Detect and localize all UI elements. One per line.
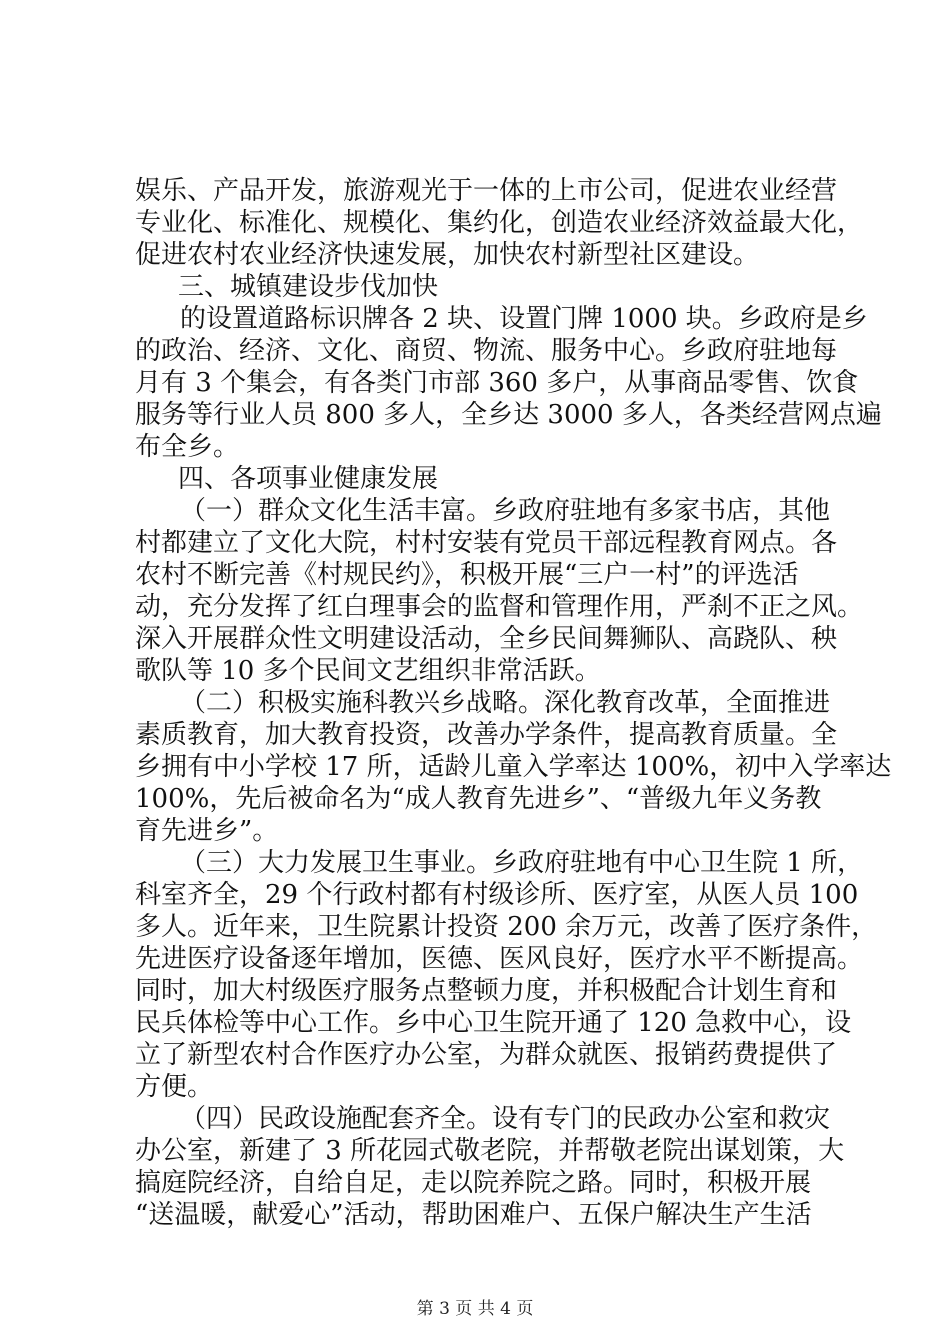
text-line: 娱乐、产品开发，旅游观光于一体的上市公司，促进农业经营	[135, 176, 838, 206]
text-line: 月有 3 个集会，有各类门市部 360 多户，从事商品零售、饮食	[135, 368, 859, 398]
text-line: 先进医疗设备逐年增加，医德、医风良好，医疗水平不断提高。	[135, 944, 864, 974]
text-line: 民兵体检等中心工作。乡中心卫生院开通了 120 急救中心，设	[135, 1008, 852, 1038]
text-line: 搞庭院经济，自给自足，走以院养院之路。同时，积极开展	[135, 1168, 812, 1198]
text-line: （三）大力发展卫生事业。乡政府驻地有中心卫生院 1 所，	[180, 848, 864, 878]
text-line: 的政治、经济、文化、商贸、物流、服务中心。乡政府驻地每	[135, 336, 838, 366]
text-line: 歌队等 10 多个民间文艺组织非常活跃。	[135, 656, 601, 686]
text-line: 立了新型农村合作医疗办公室，为群众就医、报销药费提供了	[135, 1040, 838, 1070]
text-line: 深入开展群众性文明建设活动，全乡民间舞狮队、高跷队、秧	[135, 624, 838, 654]
section-heading-3: 三、城镇建设步伐加快	[178, 272, 439, 302]
text-line: 育先进乡”。	[135, 816, 279, 846]
text-line: 100%，先后被命名为“成人教育先进乡”、“普级九年义务教	[135, 784, 822, 814]
text-line: 布全乡。	[135, 432, 240, 462]
text-line: 农村不断完善《村规民约》，积极开展“三户一村”的评选活	[135, 560, 799, 590]
text-line: 乡拥有中小学校 17 所，适龄儿童入学率达 100%，初中入学率达	[135, 752, 892, 782]
text-line: 服务等行业人员 800 多人，全乡达 3000 多人，各类经营网点遍	[135, 400, 882, 430]
text-line: “送温暖，献爱心”活动，帮助困难户、五保户解决生产生活	[135, 1200, 812, 1230]
text-line: 科室齐全，29 个行政村都有村级诊所、医疗室，从医人员 100	[135, 880, 859, 910]
text-line: 动，充分发挥了红白理事会的监督和管理作用，严刹不正之风。	[135, 592, 864, 622]
text-line: （二）积极实施科教兴乡战略。深化教育改革，全面推进	[180, 688, 831, 718]
text-line: 多人。近年来，卫生院累计投资 200 余万元，改善了医疗条件，	[135, 912, 878, 942]
text-line: 的设置道路标识牌各 2 块、设置门牌 1000 块。乡政府是乡	[180, 304, 868, 334]
text-line: （四）民政设施配套齐全。设有专门的民政办公室和救灾	[180, 1104, 831, 1134]
text-line: 同时，加大村级医疗服务点整顿力度，并积极配合计划生育和	[135, 976, 838, 1006]
text-line: 专业化、标准化、规模化、集约化，创造农业经济效益最大化，	[135, 208, 864, 238]
text-line: （一）群众文化生活丰富。乡政府驻地有多家书店，其他	[180, 496, 831, 526]
text-line: 促进农村农业经济快速发展，加快农村新型社区建设。	[135, 240, 760, 270]
text-line: 办公室，新建了 3 所花园式敬老院，并帮敬老院出谋划策，大	[135, 1136, 845, 1166]
text-line: 方便。	[135, 1072, 214, 1102]
section-heading-4: 四、各项事业健康发展	[178, 464, 439, 494]
text-line: 村都建立了文化大院，村村安装有党员干部远程教育网点。各	[135, 528, 838, 558]
page-footer: 第 3 页 共 4 页	[416, 1299, 534, 1319]
text-line: 素质教育，加大教育投资，改善办学条件，提高教育质量。全	[135, 720, 838, 750]
